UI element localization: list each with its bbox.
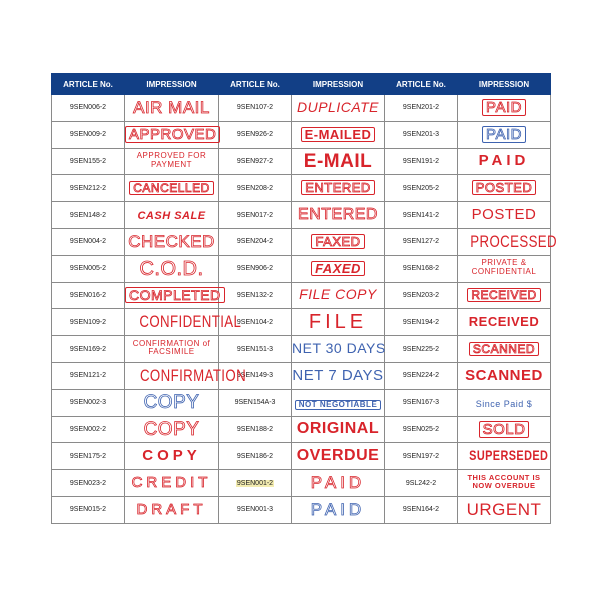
article-number: 9SEN194-2 (402, 318, 440, 326)
impression-cell (292, 416, 385, 443)
table-body (52, 95, 558, 524)
article-number: 9SEN104-2 (236, 318, 274, 326)
stamp-catalog-table (51, 73, 558, 524)
stamp-impression: SUPERSEDED (469, 447, 549, 464)
impression-cell (125, 336, 219, 363)
article-number: 9SEN017-2 (236, 211, 274, 219)
stamp-impression: CANCELLED (129, 181, 214, 195)
article-number-cell (385, 121, 458, 148)
stamp-impression: PAID (310, 473, 366, 493)
table-row (52, 175, 551, 202)
stamp-impression: PAID (478, 152, 530, 170)
impression-cell (458, 443, 551, 470)
stamp-impression: NET 7 DAYS (292, 366, 384, 384)
impression-cell (125, 309, 242, 336)
table-row (52, 309, 551, 336)
header-article-no-1: ARTICLE No. (52, 74, 125, 95)
stamp-impression: FAXED (311, 234, 364, 249)
impression-cell (292, 255, 385, 282)
article-number: 9SEN148-2 (69, 211, 107, 219)
stamp-impression: THIS ACCOUNT IS NOW OVERDUE (467, 473, 541, 490)
impression-cell (458, 95, 551, 122)
stamp-impression: PAID (482, 99, 526, 116)
stamp-impression: CHECKED (128, 231, 215, 251)
table-row (52, 228, 551, 255)
article-number-cell (52, 496, 125, 523)
impression-cell (125, 95, 219, 122)
article-number: 9SEN141-2 (402, 211, 440, 219)
article-number-cell (219, 255, 292, 282)
table-row (52, 202, 551, 229)
impression-cell (458, 121, 551, 148)
impression-cell (292, 148, 385, 175)
article-number: 9SEN002-2 (69, 425, 107, 433)
impression-cell (292, 496, 385, 523)
article-number: 9SEN107-2 (236, 104, 274, 112)
article-number-cell (385, 362, 458, 389)
impression-cell (292, 336, 385, 363)
stamp-impression: COPY (142, 447, 201, 465)
impression-cell (458, 336, 551, 363)
impression-cell (292, 389, 385, 416)
article-number-cell (52, 175, 125, 202)
article-number-cell (385, 175, 458, 202)
stamp-impression: COPY (143, 392, 200, 414)
table-row (52, 121, 551, 148)
article-number: 9SEN203-2 (402, 291, 440, 299)
article-number: 9SEN154A-3 (234, 399, 276, 407)
article-number-cell (219, 389, 292, 416)
stamp-impression: FILE COPY (299, 286, 377, 303)
article-number-cell (219, 228, 292, 255)
stamp-impression: PROCESSED (470, 231, 558, 251)
impression-cell (125, 389, 219, 416)
stamp-impression: PAID (482, 126, 526, 143)
article-number-cell (52, 202, 125, 229)
article-number: 9SEN016-2 (69, 291, 107, 299)
table-row (52, 416, 551, 443)
article-number-cell (52, 389, 125, 416)
stamp-impression: APPROVED FOR PAYMENT (136, 151, 207, 169)
stamp-impression: C.O.D. (139, 257, 204, 280)
article-number: 9SEN167-3 (402, 399, 440, 407)
stamp-impression: CONFIRMATION of FACSIMILE (132, 338, 211, 357)
article-number-cell (385, 255, 458, 282)
impression-cell (292, 470, 385, 497)
impression-cell (125, 228, 219, 255)
article-number-cell (52, 362, 125, 389)
article-number: 9SEN212-2 (69, 184, 107, 192)
table-row (52, 389, 551, 416)
article-number-cell (219, 443, 292, 470)
article-number-cell (385, 336, 458, 363)
article-number-cell (52, 282, 125, 309)
impression-cell (125, 470, 219, 497)
stamp-impression: ENTERED (301, 180, 375, 195)
article-number-cell (52, 336, 125, 363)
stamp-impression: SOLD (479, 421, 530, 438)
article-number-cell (52, 470, 125, 497)
article-number: 9SEN201-2 (402, 104, 440, 112)
article-number: 9SEN186-2 (236, 452, 274, 460)
article-number: 9SEN175-2 (69, 452, 107, 460)
stamp-impression: APPROVED (125, 126, 220, 143)
stamp-impression: FAXED (311, 261, 365, 276)
impression-cell (458, 228, 558, 255)
article-number: 9SEN121-2 (69, 372, 107, 380)
article-number-cell (219, 416, 292, 443)
stamp-impression: RECEIVED (468, 314, 540, 330)
impression-cell (292, 443, 385, 470)
article-number-cell (219, 148, 292, 175)
article-number: 9SEN006-2 (69, 104, 107, 112)
table-row (52, 336, 551, 363)
impression-cell (292, 362, 385, 389)
header-article-no-2: ARTICLE No. (219, 74, 292, 95)
article-number: 9SEN168-2 (402, 265, 440, 273)
article-number: 9SEN149-3 (236, 372, 274, 380)
article-number: 9SEN155-2 (69, 157, 107, 165)
stamp-impression: COMPLETED (125, 287, 225, 303)
table-row (52, 255, 551, 282)
article-number-cell (52, 416, 125, 443)
stamp-impression: AIR MAIL (133, 97, 210, 117)
article-number-cell (219, 175, 292, 202)
impression-cell (125, 202, 219, 229)
table-row (52, 282, 551, 309)
stamp-impression: CASH SALE (137, 210, 206, 223)
article-number: 9SEN225-2 (402, 345, 440, 353)
article-number: 9SEN005-2 (69, 265, 107, 273)
stamp-impression: DUPLICATE (296, 98, 380, 115)
stamp-impression: DRAFT (136, 500, 207, 518)
article-number-cell (385, 95, 458, 122)
article-number: 9SEN001-3 (236, 506, 274, 514)
stamp-impression: POSTED (472, 180, 536, 195)
article-number: 9SEN926-2 (236, 131, 274, 139)
article-number-cell (52, 228, 125, 255)
article-number: 9SEN191-2 (402, 157, 440, 165)
impression-cell (125, 443, 219, 470)
article-number: 9SEN188-2 (236, 425, 274, 433)
article-number-cell (52, 148, 125, 175)
article-number-cell (385, 416, 458, 443)
stamp-impression: FILE (308, 311, 368, 334)
impression-cell (458, 255, 551, 282)
article-number: 9SEN164-2 (402, 506, 440, 514)
impression-cell (292, 282, 385, 309)
article-number-cell (52, 95, 125, 122)
article-number: 9SEN151-3 (236, 345, 274, 353)
stamp-impression: E-MAILED (301, 127, 376, 142)
impression-cell (458, 282, 551, 309)
impression-cell (458, 202, 551, 229)
stamp-impression: ORIGINAL (296, 420, 380, 438)
article-number-cell (385, 228, 458, 255)
article-number: 9SEN205-2 (402, 184, 440, 192)
header-impression-1: IMPRESSION (125, 74, 219, 95)
impression-cell (458, 470, 551, 497)
article-number-cell (385, 443, 458, 470)
article-number: 9SEN002-3 (69, 399, 107, 407)
article-number: 9SL242-2 (405, 479, 437, 487)
table-row (52, 496, 551, 523)
impression-cell (292, 228, 385, 255)
stamp-impression: SCANNED (469, 342, 539, 356)
table-row (52, 470, 551, 497)
stamp-impression: ENTERED (298, 206, 378, 224)
impression-cell (125, 282, 219, 309)
impression-cell (125, 255, 219, 282)
article-number-cell (219, 470, 292, 497)
article-number-cell (52, 309, 125, 336)
stamp-impression: NET 30 DAYS (292, 340, 386, 357)
impression-cell (292, 95, 385, 122)
article-number: 9SEN009-2 (69, 131, 107, 139)
stamp-impression: Since Paid $ (475, 398, 533, 409)
stamp-impression: E-MAIL (303, 150, 373, 172)
article-number: 9SEN001-2 (236, 479, 274, 487)
article-number-cell (385, 470, 458, 497)
impression-cell (292, 309, 385, 336)
article-number-cell (385, 309, 458, 336)
table-row (52, 362, 551, 389)
article-number-cell (385, 202, 458, 229)
stamp-impression: CREDIT (131, 474, 212, 492)
impression-cell (458, 416, 551, 443)
impression-cell (292, 121, 385, 148)
article-number: 9SEN906-2 (236, 265, 274, 273)
impression-cell (125, 362, 247, 389)
stamp-impression: PRIVATE & CONFIDENTIAL (471, 258, 537, 276)
article-number-cell (52, 121, 125, 148)
article-number-cell (385, 148, 458, 175)
impression-cell (125, 175, 219, 202)
impression-cell (458, 389, 551, 416)
impression-cell (458, 148, 551, 175)
article-number-cell (52, 443, 125, 470)
article-number-cell (219, 95, 292, 122)
stamp-impression: SCANNED (465, 366, 543, 384)
article-number-cell (219, 202, 292, 229)
article-number-cell (385, 389, 458, 416)
article-number: 9SEN015-2 (69, 506, 107, 514)
impression-cell (125, 496, 219, 523)
article-number: 9SEN025-2 (402, 425, 440, 433)
stamp-impression: NOT NEGOTIABLE (295, 400, 382, 410)
stamp-impression: CONFIRMATION (139, 365, 247, 385)
header-article-no-3: ARTICLE No. (385, 74, 458, 95)
header-impression-2: IMPRESSION (292, 74, 385, 95)
article-number: 9SEN197-2 (402, 452, 440, 460)
stamp-impression: CONFIDENTIAL (139, 312, 242, 332)
article-number: 9SEN204-2 (236, 238, 274, 246)
article-number: 9SEN927-2 (236, 157, 274, 165)
impression-cell (292, 202, 385, 229)
stamp-impression: COPY (143, 418, 200, 440)
article-number: 9SEN132-2 (236, 291, 274, 299)
article-number-cell (219, 282, 292, 309)
stamp-impression: RECEIVED (467, 288, 540, 302)
impression-cell (125, 148, 219, 175)
article-number-cell (385, 282, 458, 309)
stamp-impression: POSTED (471, 206, 537, 224)
table-header-row (52, 74, 551, 95)
stamp-impression: PAID (310, 499, 366, 519)
article-number-cell (219, 336, 292, 363)
article-number-cell (219, 121, 292, 148)
article-number: 9SEN208-2 (236, 184, 274, 192)
table-row (52, 95, 551, 122)
impression-cell (458, 362, 551, 389)
article-number: 9SEN127-2 (402, 238, 440, 246)
impression-cell (458, 175, 551, 202)
article-number-cell (52, 255, 125, 282)
table-row (52, 148, 551, 175)
article-number-cell (219, 496, 292, 523)
stamp-impression: OVERDUE (296, 447, 380, 465)
header-impression-3: IMPRESSION (458, 74, 551, 95)
impression-cell (292, 175, 385, 202)
impression-cell (458, 496, 551, 523)
article-number: 9SEN224-2 (402, 372, 440, 380)
impression-cell (125, 121, 219, 148)
table-row (52, 443, 551, 470)
stamp-impression: URGENT (466, 499, 542, 519)
article-number: 9SEN109-2 (69, 318, 107, 326)
article-number: 9SEN169-2 (69, 345, 107, 353)
article-number-cell (385, 496, 458, 523)
impression-cell (125, 416, 219, 443)
impression-cell (458, 309, 551, 336)
article-number: 9SEN023-2 (69, 479, 107, 487)
article-number: 9SEN201-3 (402, 131, 440, 139)
article-number: 9SEN004-2 (69, 238, 107, 246)
